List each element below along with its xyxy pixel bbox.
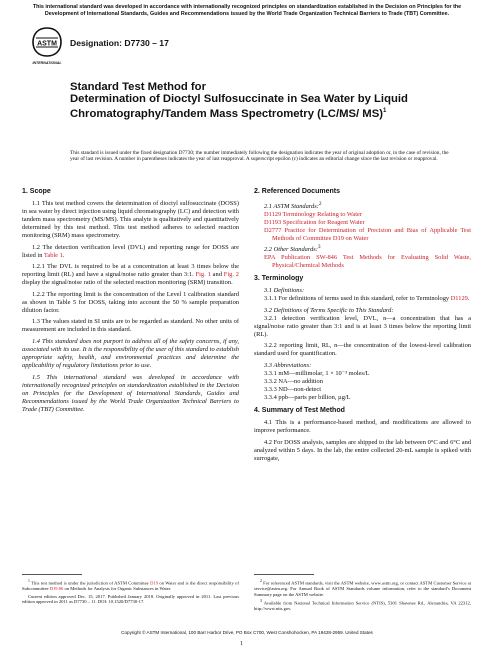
document-title — [70, 81, 425, 120]
title-main: Determination of Dioctyl Sulfosuccinate in Sea Water by Liquid Chromatography/Tandem Mass Spectrometry (LC/MS/ MS) — [70, 93, 408, 121]
footnote-rule — [22, 574, 82, 575]
d19-link[interactable]: D19 — [150, 580, 159, 586]
para-1-2-2: 1.2.2 The reporting limit is the concentration of the Level 1 calibration standard as shown in Table 5 for DOSS, taking into account the 50 % sample preparation dilution factor. — [22, 290, 239, 314]
summary-heading: 4. Summary of Test Method — [254, 407, 345, 415]
para-1-2-end: . — [62, 251, 65, 259]
footnote-1-edition: Current edition approved Dec. 15, 2017. Published January 2018. Originally approved in 2011. Last previous edition approved in 2011 as D7730 – 11. DOI: 10.1520/D7730-17. — [22, 593, 239, 605]
ref-d1193 — [254, 219, 471, 227]
abbr-ppb: 3.3.4 ppb—parts per billion, µg/L — [264, 394, 351, 402]
astm-logo — [30, 26, 64, 70]
issued-note: This standard is issued under the fixed designation D7730; the number immediately following the designation indicates the year of original adoption or, in the case of revision, the year of last revision. A number in parentheses indicates the year of last reapproval. A superscript epsilon (ε) indicates an editorial change since the last revision or reapproval. — [70, 150, 449, 163]
footnote-2-text: For referenced ASTM standards, visit the ASTM website, www.astm.org, or contact ASTM Customer Service at service@astm.org. For Annual Book of ASTM Standards volume information, refer to the standard’s Document Summary page on the ASTM website. — [254, 580, 471, 597]
title-footnote-mark: 1 — [383, 108, 387, 115]
abbr-mm: 3.3.1 mM—millimolar, 1 × 10⁻³ moles/L — [264, 370, 370, 378]
table1-link[interactable]: Table 1 — [43, 251, 63, 259]
specific-definitions-text: 3.2 Definitions of Terms Specific to This Standard: — [264, 306, 394, 314]
specific-definitions-label — [254, 307, 471, 315]
ref-d2777 — [254, 227, 471, 243]
copyright-notice: This international standard was developed in accordance with internationally recognized principles on standardization established in the Decision on Principles for the Development of International Standards, Guides and Recommendations issued by the World Trade Organization Technical Barriers to Trade (TBT) Committee. — [32, 4, 462, 17]
scope-heading: 1. Scope — [22, 188, 51, 195]
para-1-1: 1.1 This test method covers the determination of dioctyl sulfosuccinate (DOSS) in sea water by direct injection using liquid chromatography (LC) and detection with tandem mass spectrometry (MS/MS). This analyte is qualitatively and quantitatively determined by this test method. This test method adheres to selected reaction monitoring (SRM) mass spectrometry. — [22, 200, 239, 239]
fig2-link[interactable]: Fig. 2 — [223, 271, 240, 279]
para-1-2-1-end: display the signal/noise ratio of the selected reaction monitoring (SRM) transition. — [22, 279, 233, 287]
footnote-2: $^2$ For referenced ASTM standards, visit the ASTM website, www.astm.org, or contact ASTM Customer Service at service@astm.org. For Annual Book of ASTM Standards volume information, refer to the standard’s Document Summary page on the ASTM website. — [254, 579, 471, 597]
abbreviations-text: 3.3 Abbreviations: — [264, 362, 312, 370]
astm-standards-sup: 2 — [318, 201, 322, 207]
para-1-4 — [22, 338, 239, 370]
para-1-5 — [22, 374, 239, 414]
terminology-heading: 3. Terminology — [254, 275, 304, 283]
d1129-title[interactable]: Terminology Relating to Water — [281, 211, 362, 219]
para-1-2-1-and: and — [210, 271, 224, 279]
fn1-text-a: This test method is under the jurisdiction of ASTM Committee — [31, 580, 151, 586]
para-1-2-1-text: 1.2.1 The DVL is required to be at a concentration at least 3 times below the reporting limit (RL) and have a signal/noise ratio greater than 3:1. — [22, 263, 239, 279]
d1193-title[interactable]: Specification for Reagent Water — [281, 219, 365, 227]
footnote-1-para: $^1$ This test method is under the jurisdiction of ASTM Committee D19 on Water and is the direct responsibility of Subcommittee D19.06 on Methods for Analysis for Organic Substances in Water. — [22, 579, 239, 592]
para-1-2-text: 1.2 The detection verification level (DVL) and reporting range for DOSS are listed in — [22, 243, 239, 259]
terminology-d1129-link[interactable]: D1129 — [450, 295, 468, 303]
abbr-na: 3.3.2 NA—no addition — [264, 378, 323, 386]
footnote-3-text: Available from National Technical Information Service (NTIS), 5301 Shawnee Rd., Alexandria, VA 22312, http://www.ntis.gov. — [254, 600, 471, 612]
para-3-1-1 — [254, 295, 471, 303]
definitions-label — [254, 287, 471, 295]
title-line1: Standard Test Method for — [70, 81, 206, 93]
footnote-3: $^3$ Available from National Technical Information Service (NTIS), 5301 Shawnee Rd., Alexandria, VA 22312, http://www.ntis.gov. — [254, 599, 471, 612]
definitions-text: 3.1 Definitions: — [264, 287, 305, 295]
para-3-1-1-text: 3.1.1 For definitions of terms used in this standard, refer to Terminology — [264, 295, 451, 303]
para-3-2-1: 3.2.1 detection verification level, DVL, n—a concentration that has a signal/noise ratio greater than 3:1 and is at least 3 times below the reporting limit (RL). — [254, 314, 471, 338]
ref-d1129 — [254, 211, 471, 219]
referenced-documents-heading: 2. Referenced Documents — [254, 188, 340, 195]
footnotes-2-3 — [254, 579, 471, 612]
ref-epa — [254, 254, 471, 270]
svg-text:ASTM: ASTM — [37, 40, 57, 48]
footnote-rule-right — [254, 574, 314, 575]
abbreviations-label — [254, 362, 471, 370]
para-4-1: 4.1 This is a performance-based method, and modifications are allowed to improve performance. — [254, 419, 471, 435]
copyright-footer: Copyright © ASTM International, 100 Barr Harbor Drive, PO Box C700, West Conshohocken, PA 19428-2959. United States — [121, 630, 373, 635]
d1906-link[interactable]: D19.06 — [49, 586, 64, 592]
designation: Designation: D7730 – 17 — [70, 38, 169, 48]
fn1-text-c: on Methods for Analysis for Organic Substances in Water. — [63, 586, 172, 592]
right-column — [254, 183, 471, 466]
para-3-2-2: 3.2.2 reporting limit, RL, n—the concentration of the lowest-level calibration standard used for quantification. — [254, 342, 471, 358]
para-3-1-1-end: . — [467, 295, 470, 303]
d2777-link[interactable]: D2777 — [264, 227, 282, 235]
svg-text:INTERNATIONAL: INTERNATIONAL — [32, 61, 62, 65]
epa-title[interactable]: Test Methods for Evaluating Solid Waste, Physical/Chemical Methods — [272, 254, 471, 270]
para-1-5-text: 1.5 This international standard was developed in accordance with internationally recognized principles on standardization established in the Decision on Principles for the Development of International Standards, Guides and Recommendations issued by the World Trade Organization Technical Barriers to Trade (TBT) Committee. — [22, 373, 239, 413]
epa-link[interactable]: EPA Publication SW-846 — [264, 254, 338, 262]
left-footnotes — [22, 574, 239, 607]
d1193-link[interactable]: D1193 — [264, 219, 282, 227]
d2777-title[interactable]: Practice for Determination of Precision and Bias of Applicable Test Methods of Committee D19 on Water — [272, 227, 471, 243]
other-standards-label — [254, 243, 471, 254]
other-standards-text: 2.2 Other Standards: — [264, 246, 318, 254]
abbr-nd: 3.3.3 ND—non-detect — [264, 386, 321, 394]
footnote-1 — [22, 579, 239, 605]
left-column — [22, 183, 239, 417]
para-1-2-1 — [22, 263, 239, 287]
d1129-link[interactable]: D1129 — [264, 211, 282, 219]
para-1-4-text: 1.4 This standard does not purport to address all of the safety concerns, if any, associated with its use. It is the responsibility of the user of this standard to establish appropriate safety, health, and environmental practices and determine the applicability of regulatory limitations prior to use. — [22, 337, 239, 369]
fig1-link[interactable]: Fig. 1 — [195, 271, 211, 279]
page-number: 1 — [240, 641, 243, 647]
title-line2 — [70, 93, 425, 120]
para-1-2 — [22, 244, 239, 260]
para-4-2: 4.2 For DOSS analysis, samples are shipped to the lab between 0°C and 6°C and analyzed within 5 days. In the lab, the entire collected 20-mL sample is spiked with surrogate, — [254, 438, 471, 462]
right-footnotes — [254, 574, 471, 614]
other-standards-sup: 3 — [317, 244, 321, 251]
astm-standards-label — [254, 200, 471, 211]
para-1-3: 1.3 The values stated in SI units are to be regarded as standard. No other units of measurement are included in this standard. — [22, 318, 239, 334]
fn1-text-b: on Water and is the direct responsibility of Subcommittee — [22, 580, 239, 592]
astm-standards-text: 2.1 ASTM Standards: — [264, 203, 319, 211]
